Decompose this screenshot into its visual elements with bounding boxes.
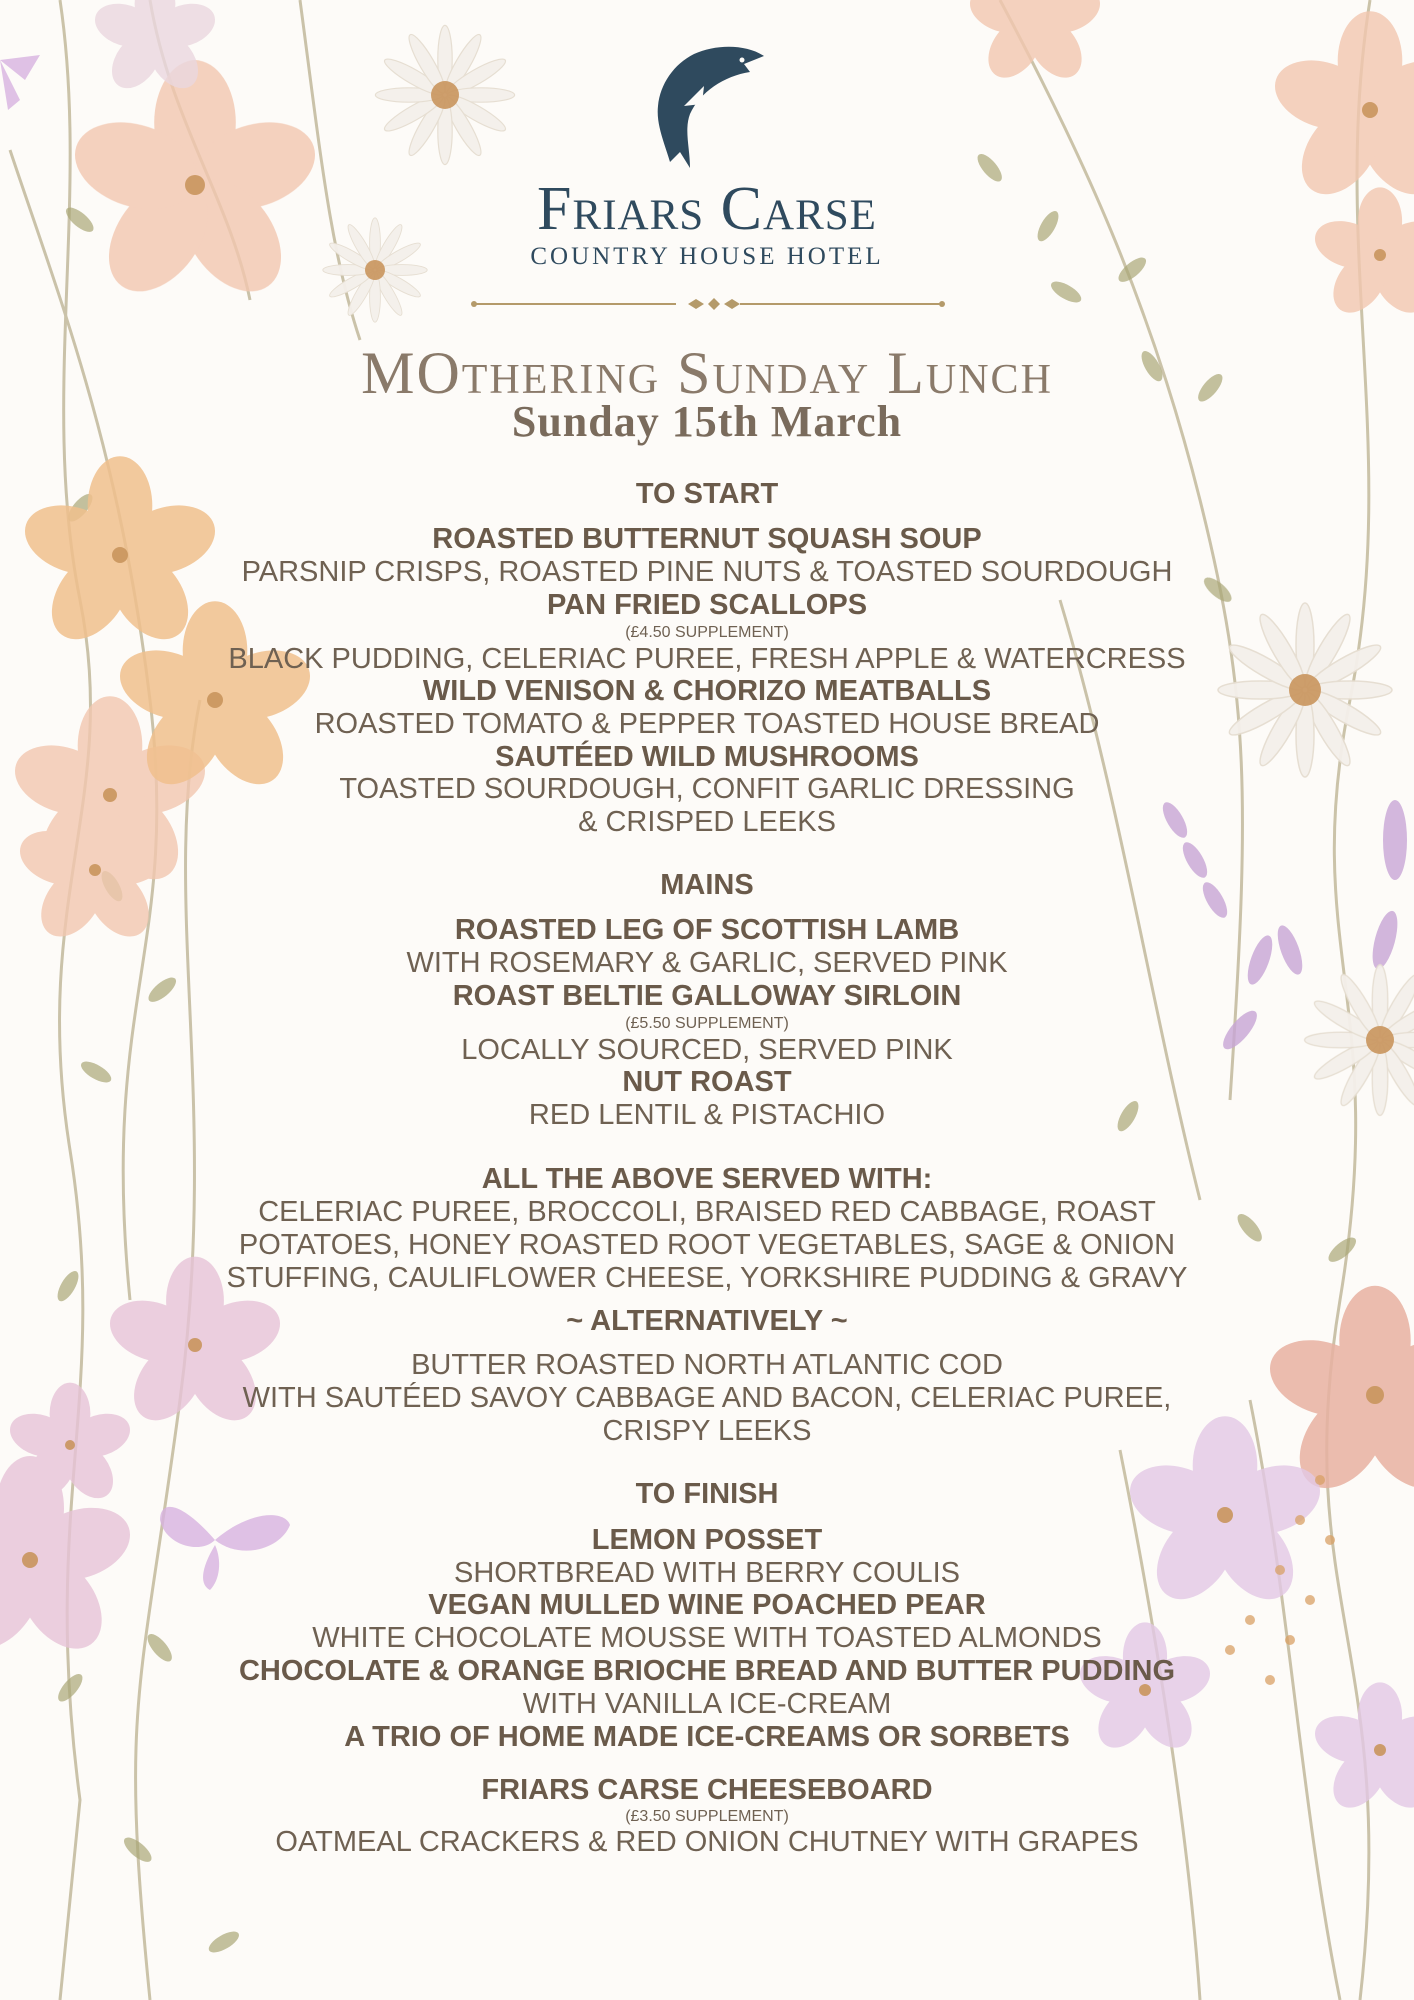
served-with-line: CELERIAC PUREE, BROCCOLI, BRAISED RED CABBAGE, ROAST xyxy=(258,1196,1156,1228)
main-desc: LOCALLY SOURCED, SERVED PINK xyxy=(461,1034,953,1066)
cheeseboard-desc: OATMEAL CRACKERS & RED ONION CHUTNEY WITH GRAPES xyxy=(275,1826,1139,1858)
served-with-heading: ALL THE ABOVE SERVED WITH: xyxy=(481,1163,933,1195)
dessert-name: CHOCOLATE & ORANGE BRIOCHE BREAD AND BUTTER PUDDING xyxy=(238,1655,1176,1687)
starter-name: PAN FRIED SCALLOPS xyxy=(546,589,868,621)
alternative-line: BUTTER ROASTED NORTH ATLANTIC COD xyxy=(411,1349,1003,1381)
starter-desc: ROASTED TOMATO & PEPPER TOASTED HOUSE BREAD xyxy=(314,708,1100,740)
alternative-line: WITH SAUTÉED SAVOY CABBAGE AND BACON, CELERIAC PUREE, xyxy=(242,1382,1172,1414)
menu-date: Sunday 15th March xyxy=(511,397,903,446)
cheeseboard-name: FRIARS CARSE CHEESEBOARD xyxy=(481,1774,933,1806)
alternative-heading: ~ ALTERNATIVELY ~ xyxy=(566,1305,848,1337)
main-desc: RED LENTIL & PISTACHIO xyxy=(528,1099,886,1131)
served-with-line: STUFFING, CAULIFLOWER CHEESE, YORKSHIRE PUDDING & GRAVY xyxy=(226,1262,1188,1294)
dessert-desc: WITH VANILLA ICE-CREAM xyxy=(522,1688,892,1720)
alternative-line: CRISPY LEEKS xyxy=(602,1415,812,1447)
served-with-line: POTATOES, HONEY ROASTED ROOT VEGETABLES, SAGE & ONION xyxy=(238,1229,1176,1261)
main-desc: WITH ROSEMARY & GARLIC, SERVED PINK xyxy=(406,947,1008,979)
starter-name: SAUTÉED WILD MUSHROOMS xyxy=(495,741,919,773)
hotel-subtitle: COUNTRY HOUSE HOTEL xyxy=(530,243,884,270)
starter-desc: & CRISPED LEEKS xyxy=(578,806,836,838)
dessert-name: A TRIO OF HOME MADE ICE-CREAMS OR SORBETS xyxy=(344,1721,1070,1753)
ornament-divider xyxy=(470,294,946,314)
starter-desc: PARSNIP CRISPS, ROASTED PINE NUTS & TOASTED SOURDOUGH xyxy=(241,556,1173,588)
dessert-name: VEGAN MULLED WINE POACHED PEAR xyxy=(428,1589,986,1621)
starter-name: ROASTED BUTTERNUT SQUASH SOUP xyxy=(432,523,982,555)
supplement-note: (£3.50 SUPPLEMENT) xyxy=(625,1808,789,1825)
main-name: NUT ROAST xyxy=(622,1066,792,1098)
starter-name: WILD VENISON & CHORIZO MEATBALLS xyxy=(422,675,992,707)
main-name: ROASTED LEG OF SCOTTISH LAMB xyxy=(454,914,960,946)
starter-desc: TOASTED SOURDOUGH, CONFIT GARLIC DRESSING xyxy=(339,773,1075,805)
menu-title: MOthering Sunday Lunch xyxy=(361,340,1053,406)
supplement-note: (£4.50 SUPPLEMENT) xyxy=(625,624,789,641)
dessert-name: LEMON POSSET xyxy=(591,1524,823,1556)
hotel-name: Friars Carse xyxy=(537,175,877,243)
salmon-icon xyxy=(646,44,766,169)
section-heading-starters: TO START xyxy=(635,478,779,510)
starter-desc: BLACK PUDDING, CELERIAC PUREE, FRESH APPLE & WATERCRESS xyxy=(228,643,1186,675)
dessert-desc: WHITE CHOCOLATE MOUSSE WITH TOASTED ALMONDS xyxy=(312,1622,1102,1654)
section-heading-mains: MAINS xyxy=(660,869,754,901)
dessert-desc: SHORTBREAD WITH BERRY COULIS xyxy=(454,1557,960,1589)
supplement-note: (£5.50 SUPPLEMENT) xyxy=(625,1015,789,1032)
main-name: ROAST BELTIE GALLOWAY SIRLOIN xyxy=(452,980,962,1012)
section-heading-desserts: TO FINISH xyxy=(635,1478,779,1510)
